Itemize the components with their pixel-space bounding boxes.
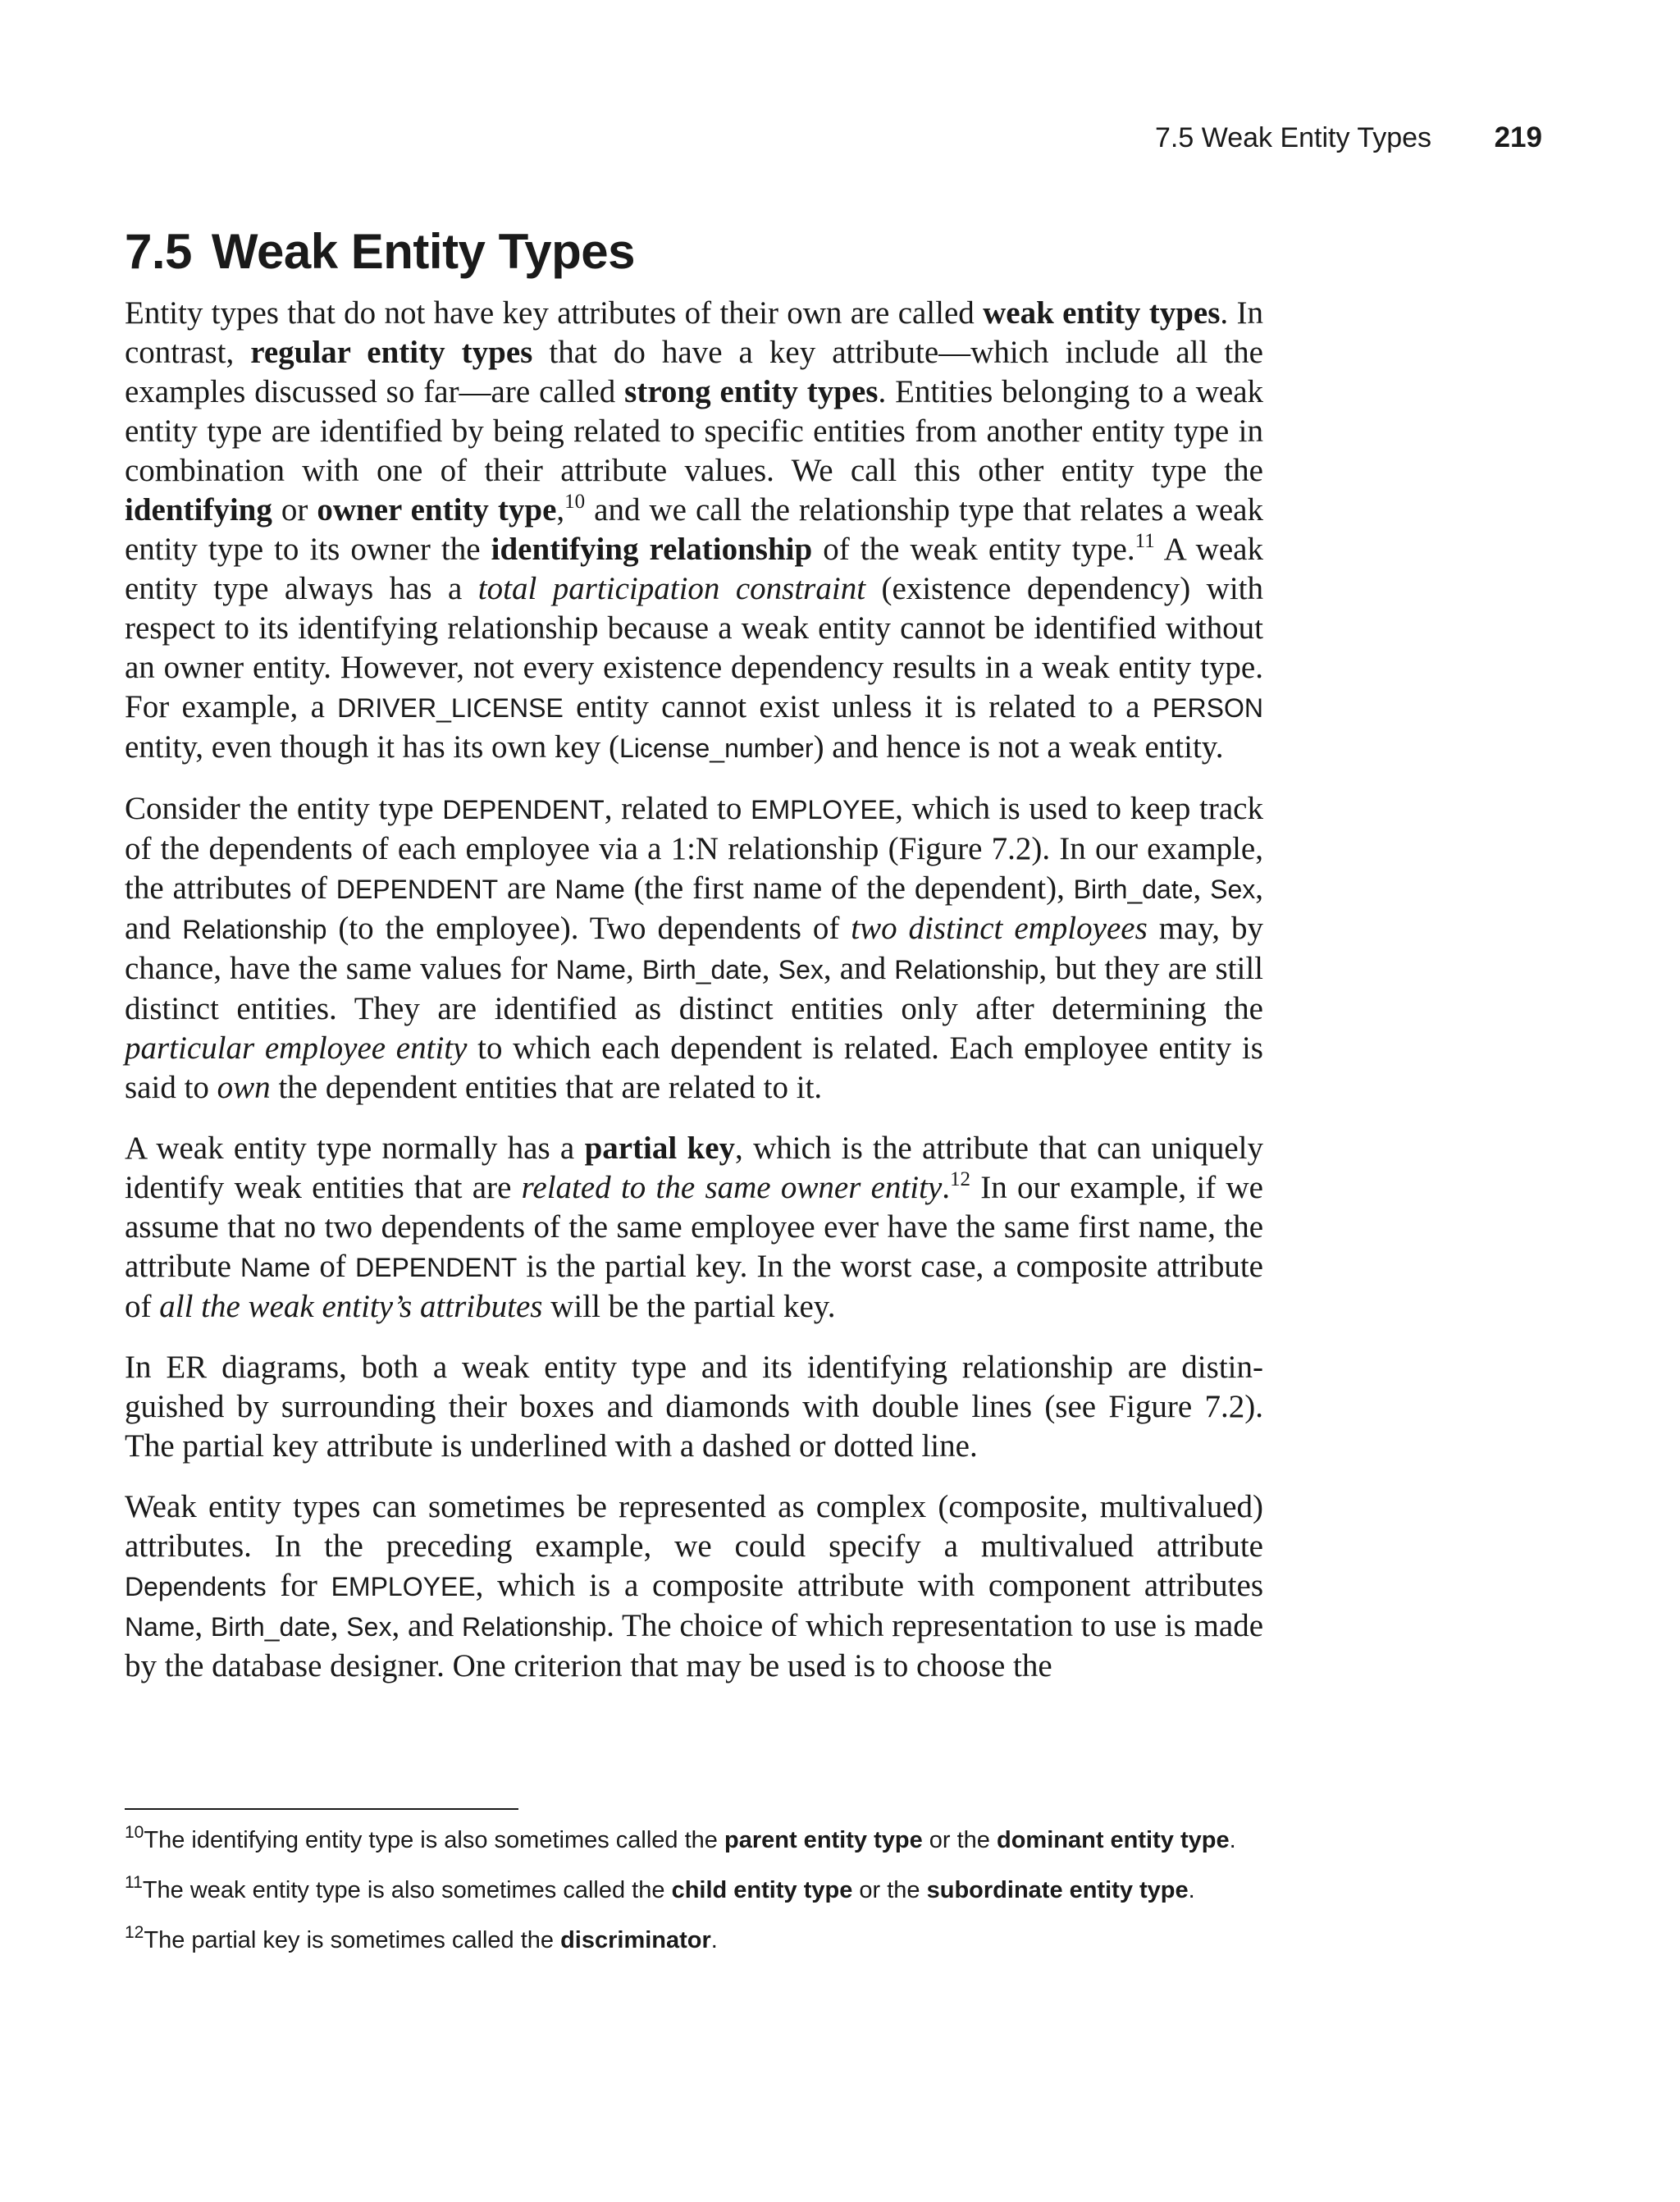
text-run: or the: [852, 1877, 927, 1903]
text-run: .: [710, 1927, 718, 1953]
text-run: is the partial key. In the worst case, a composite attribute of: [125, 1249, 1263, 1324]
term-discriminator: discriminator: [560, 1927, 711, 1953]
text-run: The weak entity type is also sometimes called the: [142, 1877, 672, 1903]
footnote-12: [125, 1923, 1263, 1958]
footnote-divider: [125, 1808, 518, 1810]
section-heading: [125, 223, 635, 281]
page-number: 219: [1494, 121, 1542, 153]
term-identifying: identifying: [125, 492, 272, 528]
attribute-license-number: License_number: [619, 733, 814, 763]
text-run: .: [942, 1170, 951, 1205]
paragraph-complex-attributes: [125, 1487, 1263, 1686]
term-subordinate-entity-type: subordinate entity type: [926, 1877, 1189, 1903]
text-run: of the weak entity type.: [812, 532, 1135, 567]
text-run: , and: [125, 870, 1264, 946]
text-run: ,: [1193, 870, 1211, 906]
footnotes: [125, 1823, 1263, 1973]
footnote-11: [125, 1873, 1263, 1908]
text-run: ,: [194, 1608, 211, 1643]
text-run: , which is used to keep track of the dependents of each employee via a 1:N relationship (Figure 7.2). In our example, the attributes of: [125, 791, 1263, 906]
emphasis-own: own: [217, 1070, 271, 1105]
text-run: .: [1188, 1877, 1195, 1903]
attribute-name: Name: [240, 1253, 311, 1282]
text-run: The identifying entity type is also sometimes called the: [144, 1827, 724, 1853]
text-run: , related to: [604, 791, 751, 826]
text-run: . In contrast,: [125, 295, 1263, 370]
entity-dependent: DEPENDENT: [442, 795, 605, 825]
entity-employee: EMPLOYEE: [331, 1572, 476, 1601]
text-run: Weak entity types can sometimes be represented as complex (composite, multivalued) attributes. In the preceding example, we could specify a multivalued attribute: [125, 1489, 1263, 1564]
term-strong-entity-types: strong entity types: [624, 374, 879, 409]
footnote-number: 11: [125, 1873, 143, 1892]
text-run: .: [1229, 1827, 1236, 1853]
text-run: will be the partial key.: [542, 1289, 836, 1324]
text-run: Entity types that do not have key attributes of their own are called: [125, 295, 984, 331]
text-run: (the first name of the dependent),: [624, 870, 1074, 906]
footnote-10: [125, 1823, 1263, 1858]
text-run: , and: [391, 1608, 463, 1643]
text-run: to which each dependent is related. Each employee entity is said to: [125, 1030, 1263, 1105]
attribute-dependents: Dependents: [125, 1572, 267, 1601]
footnote-ref-12[interactable]: 12: [950, 1168, 971, 1190]
term-partial-key: partial key: [584, 1131, 736, 1166]
term-weak-entity-types: weak entity types: [983, 295, 1221, 331]
running-header: [1155, 120, 1545, 156]
entity-dependent: DEPENDENT: [336, 875, 499, 904]
text-run: A weak entity type normally has a: [125, 1131, 585, 1166]
section-number: 7.5: [125, 224, 192, 279]
entity-dependent: DEPENDENT: [354, 1253, 518, 1282]
emphasis-two-distinct-employees: two distinct employees: [851, 911, 1148, 946]
attribute-relationship: Relationship: [894, 955, 1039, 985]
text-run: and we call the relationship type that relates a weak entity type to its owner the: [125, 492, 1263, 567]
attribute-relationship: Relationship: [462, 1612, 607, 1642]
text-run: that do have a key attribute—which include all the examples discussed so far—are called: [125, 335, 1263, 409]
text-run: ,: [556, 492, 565, 528]
paragraph-partial-key: [125, 1129, 1263, 1327]
text-run: entity cannot exist unless it is related to a: [563, 689, 1153, 724]
text-run: are: [498, 870, 555, 906]
text-run: . The choice of which representation to use is made by the database designer. One criterion that may be used is to choose the: [125, 1608, 1264, 1683]
text-run: , which is the attribute that can uniquely identify weak entities that are: [125, 1131, 1263, 1205]
text-run: Consider the entity type: [125, 791, 443, 826]
text-run: . Entities belonging to a weak entity type are identified by being related to specific entities from another entity type in combination with one of their attribute values. We call this other entity type the: [125, 374, 1264, 488]
attribute-relationship: Relationship: [182, 915, 327, 944]
emphasis-all-weak-entity-attributes: all the weak entity’s attributes: [159, 1289, 543, 1324]
text-run: , and: [823, 951, 895, 986]
text-run: of: [310, 1249, 355, 1284]
text-run: A weak entity type always has a: [125, 532, 1263, 606]
text-run: ,: [625, 951, 642, 986]
attribute-sex: Sex: [1210, 875, 1256, 904]
section-title: Weak Entity Types: [211, 224, 636, 279]
attribute-name: Name: [555, 955, 626, 985]
running-title: 7.5 Weak Entity Types: [1155, 122, 1432, 153]
text-run: (to the employee). Two dependents of: [326, 911, 851, 946]
attribute-name: Name: [125, 1612, 195, 1642]
attribute-name: Name: [555, 875, 625, 904]
term-parent-entity-type: parent entity type: [724, 1827, 923, 1853]
text-run: for: [266, 1568, 331, 1603]
text-run: the dependent entities that are related to it.: [270, 1070, 823, 1105]
text-run: In our example, if we assume that no two dependents of the same employee ever have the same first name, the attribute: [125, 1170, 1263, 1284]
text-run: The partial key is sometimes called the: [144, 1927, 561, 1953]
text-run: ,: [761, 951, 778, 986]
entity-employee: EMPLOYEE: [751, 795, 896, 825]
emphasis-particular-employee-entity: particular employee entity: [125, 1030, 468, 1066]
text-run: or the: [922, 1827, 997, 1853]
attribute-birth-date: Birth_date: [641, 955, 762, 985]
entity-person: PERSON: [1152, 693, 1263, 723]
text-run: , but they are still distinct entities. They are identified as distinct entities only after determining the: [125, 951, 1264, 1026]
term-identifying-relationship: identifying relationship: [491, 532, 813, 567]
footnote-ref-10[interactable]: 10: [564, 491, 586, 513]
footnote-ref-11[interactable]: 11: [1134, 530, 1155, 552]
text-run: (existence dependency) with respect to its identifying relationship because a weak entity cannot be identified without an owner entity. However, not every existence dependency results in a weak entity type. For example, a: [125, 571, 1264, 724]
text-run: entity, even though it has its own key (: [125, 729, 619, 765]
term-owner-entity-type: owner entity type: [317, 492, 557, 528]
footnote-number: 12: [125, 1923, 144, 1942]
text-run: or: [272, 492, 317, 528]
term-dominant-entity-type: dominant entity type: [997, 1827, 1230, 1853]
emphasis-total-participation: total participation constraint: [477, 571, 866, 606]
text-run: , which is a composite attribute with component attributes: [475, 1568, 1264, 1603]
attribute-sex: Sex: [778, 955, 824, 985]
body-text: [125, 294, 1263, 1707]
text-run: ) and hence is not a weak entity.: [813, 729, 1224, 765]
paragraph-dependent-example: [125, 789, 1263, 1108]
attribute-birth-date: Birth_date: [1073, 875, 1194, 904]
attribute-sex: Sex: [346, 1612, 392, 1642]
paragraph-er-diagram-notation: In ER diagrams, both a weak entity type and its identifying relationship are distinguished by surrounding their boxes and diamonds with double lines (see Figure 7.2). The partial key attribute is underlined with a dashed or dotted line.: [125, 1350, 1263, 1464]
entity-driver-license: DRIVER_LICENSE: [337, 693, 564, 723]
attribute-birth-date: Birth_date: [210, 1612, 331, 1642]
text-run: may, by chance, have the same values for: [125, 911, 1263, 986]
paragraph-weak-entity-definition: [125, 294, 1263, 768]
term-child-entity-type: child entity type: [671, 1877, 853, 1903]
text-run: ,: [330, 1608, 347, 1643]
term-regular-entity-types: regular entity types: [250, 335, 533, 370]
footnote-number: 10: [125, 1823, 144, 1842]
emphasis-same-owner-entity: related to the same owner entity: [521, 1170, 943, 1205]
